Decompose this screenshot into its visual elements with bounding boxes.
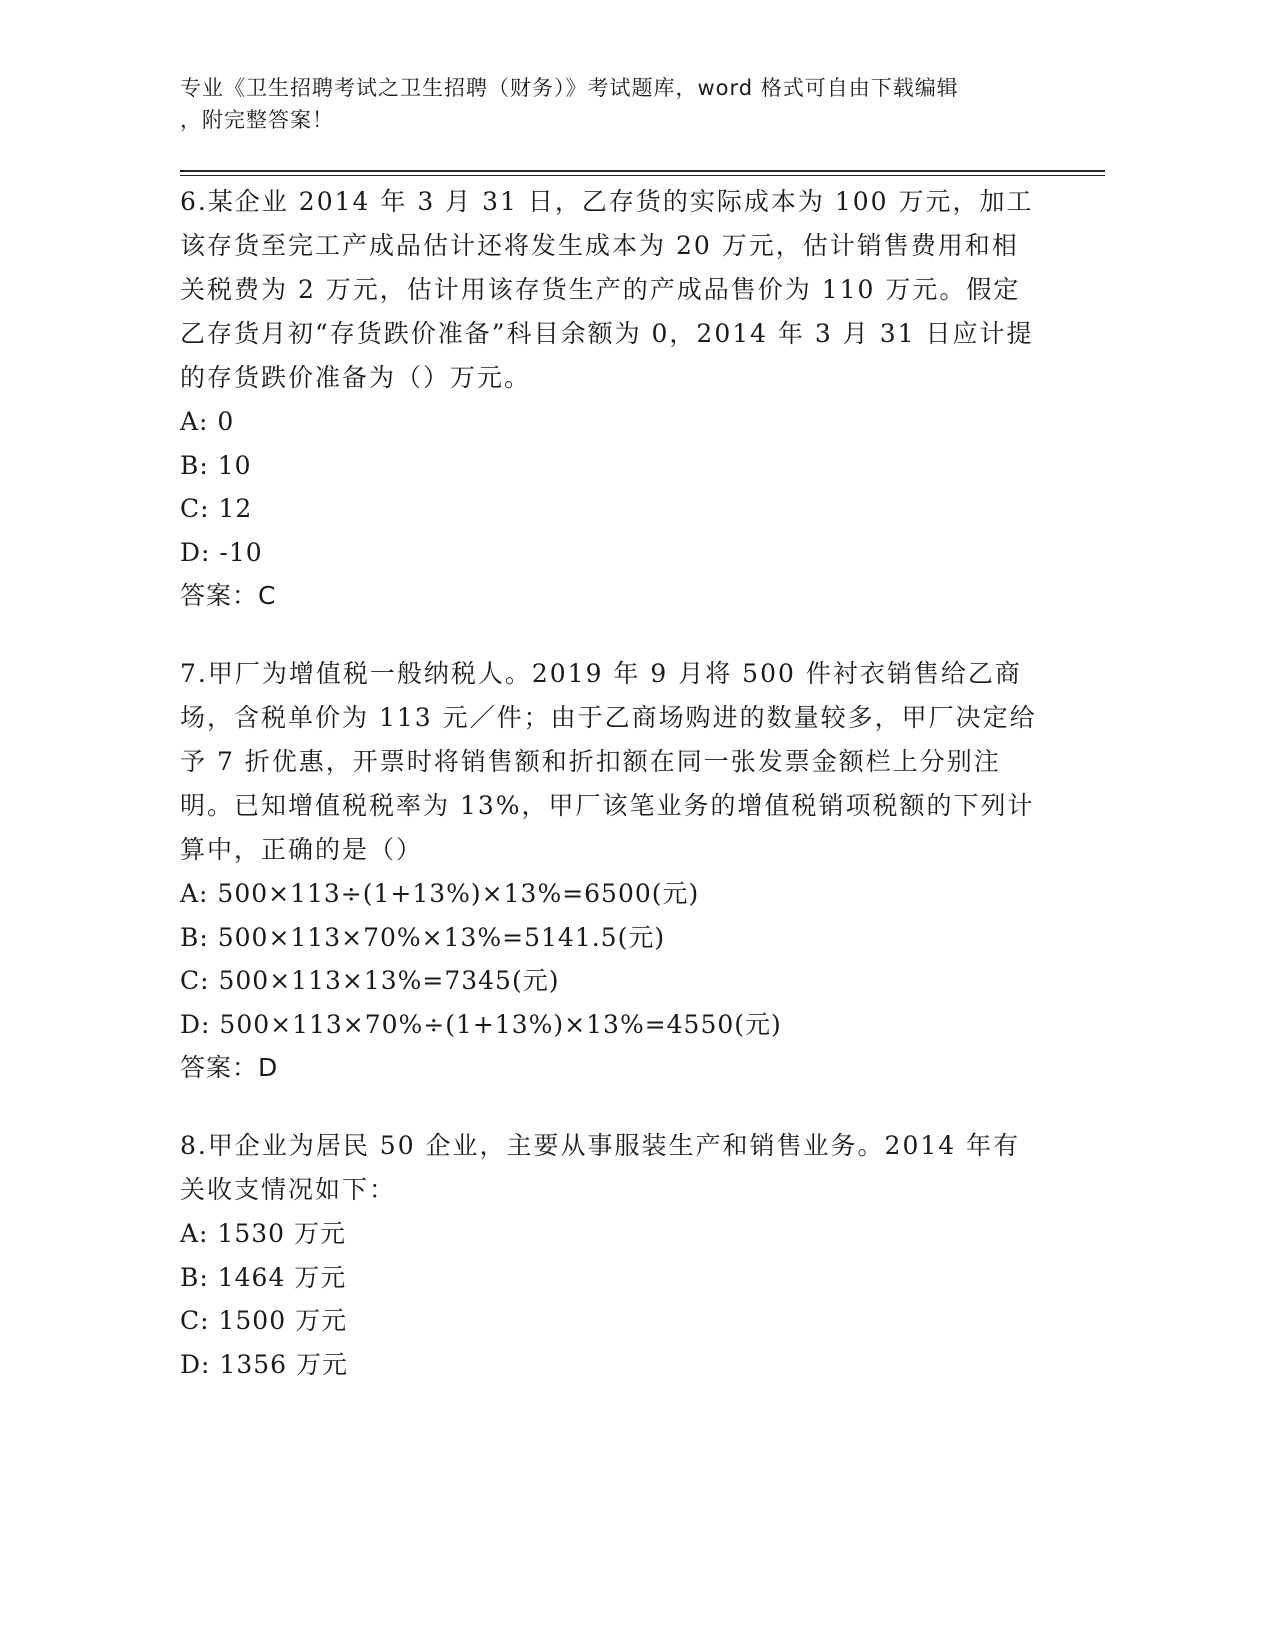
- option-b: B: 500×113×70%×13%=5141.5(元): [180, 922, 666, 952]
- option-b: B: 1464 万元: [180, 1262, 347, 1292]
- option-d: D: 1356 万元: [180, 1349, 348, 1379]
- option-d: D: -10: [180, 537, 263, 567]
- option-c: C: 1500 万元: [180, 1306, 348, 1335]
- option-d: D: 500×113×70%÷(1+13%)×13%=4550(元): [180, 1009, 782, 1039]
- header-line-2: ，附完整答案！: [180, 108, 334, 132]
- option-a: A: 0: [180, 407, 235, 436]
- document-header: [180, 72, 1040, 136]
- question-6: [180, 180, 1040, 618]
- question-stem: 8.甲企业为居民 50 企业，主要从事服装生产和销售业务。2014 年有关收支情况如下：: [180, 1131, 1021, 1204]
- header-divider-thin: [180, 175, 1105, 176]
- question-stem: 7.甲厂为增值税一般纳税人。2019 年 9 月将 500 件衬衣销售给乙商场，含税单价为 113 元／件；由于乙商场购进的数量较多，甲厂决定给予 7 折优惠，开票时将销售额和折扣额在同一张发票金额栏上分别注明。已知增值税税率为 13%，甲厂该笔业务的增值税销项税额的下列计算中，正确的是（）: [180, 659, 1037, 864]
- option-c: C: 500×113×13%=7345(元): [180, 966, 560, 995]
- option-a: A: 1530 万元: [180, 1219, 346, 1248]
- question-7: [180, 652, 1040, 1090]
- question-8: [180, 1124, 1040, 1386]
- question-list: [180, 180, 1040, 1420]
- option-c: C: 12: [180, 494, 253, 523]
- header-divider: [180, 170, 1105, 172]
- answer-line: 答案：C: [180, 581, 277, 610]
- option-b: B: 10: [180, 450, 252, 480]
- question-stem: 6.某企业 2014 年 3 月 31 日，乙存货的实际成本为 100 万元，加工该存货至完工产成品估计还将发生成本为 20 万元，估计销售费用和相关税费为 2 万元，估计用该存货生产的产成品售价为 110 万元。假定乙存货月初“存货跌价准备”科目余额为 0，2014 年 3 月 31 日应计提的存货跌价准备为（）万元。: [180, 187, 1034, 392]
- option-a: A: 500×113÷(1+13%)×13%=6500(元): [180, 879, 700, 908]
- answer-line: 答案：D: [180, 1053, 279, 1082]
- header-line-1: 专业《卫生招聘考试之卫生招聘（财务）》考试题库，word 格式可自由下载编辑: [180, 76, 959, 100]
